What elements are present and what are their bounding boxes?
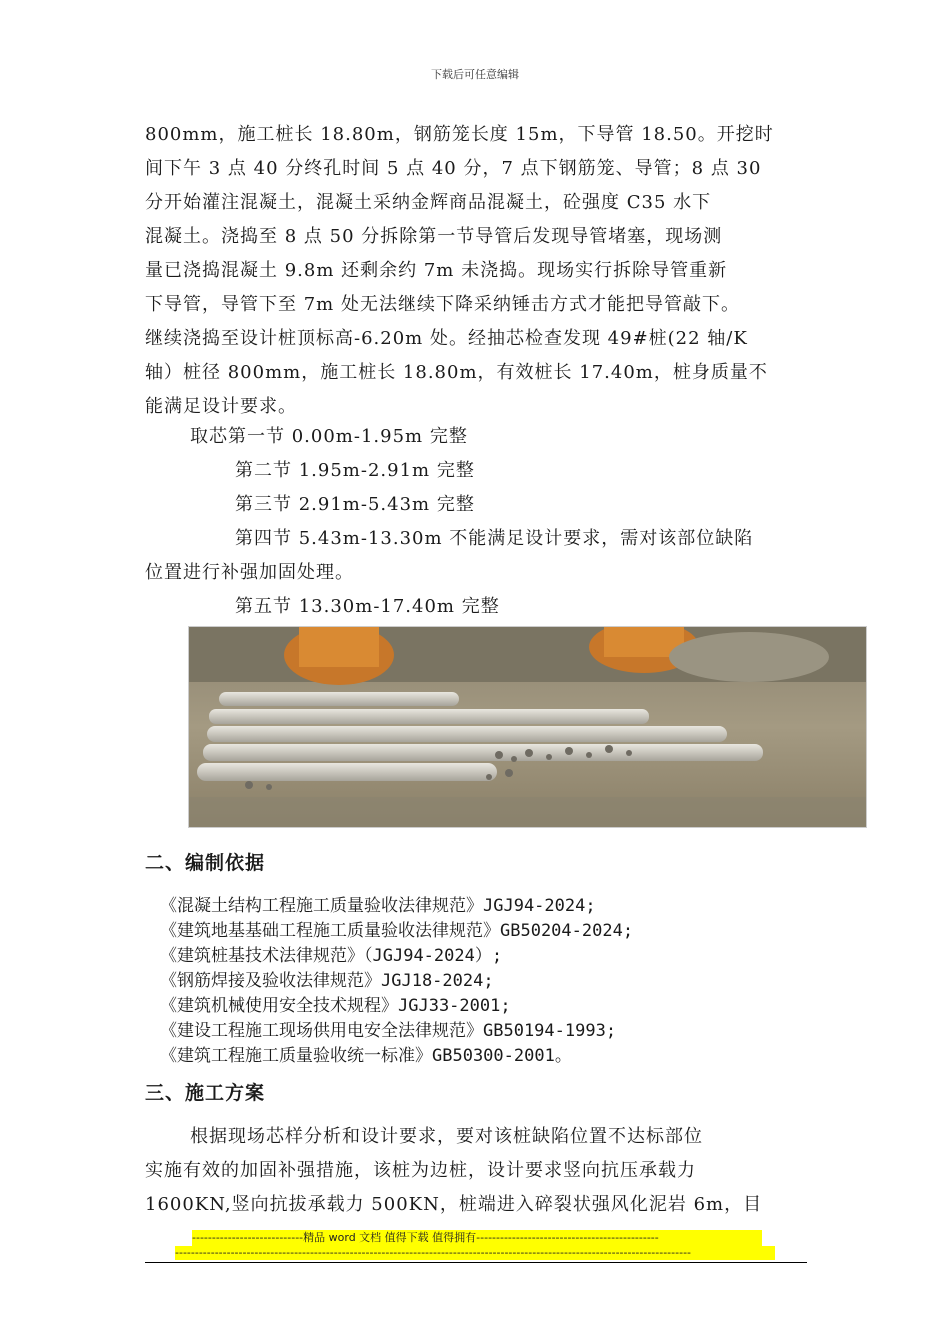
text-line: 800mm，施工桩长 18.80m，钢筋笼长度 15m，下导管 18.50。开挖时	[145, 124, 774, 145]
paragraph-plan	[145, 1120, 810, 1222]
reference-item: 《建设工程施工现场供用电安全法律规范》GB50194-1993;	[160, 1021, 617, 1041]
header-note: 下载后可任意编辑	[431, 68, 519, 81]
text-line: 根据现场芯样分析和设计要求，要对该桩缺陷位置不达标部位	[190, 1126, 703, 1147]
core-section-1: 取芯第一节 0.00m-1.95m 完整	[190, 426, 468, 447]
text-line: 混凝土。浇捣至 8 点 50 分拆除第一节导管后发现导管堵塞，现场测	[145, 226, 723, 247]
reference-item: 《建筑工程施工质量验收统一标准》GB50300-2001。	[160, 1046, 572, 1066]
core-section-list	[145, 420, 810, 624]
footer-dashes: ----------------------------------------------------------------------------------------------------------------------------------	[175, 1246, 775, 1260]
reference-item: 《建筑机械使用安全技术规程》JGJ33-2001;	[160, 996, 511, 1016]
text-line: 继续浇捣至设计桩顶标高-6.20m 处。经抽芯检查发现 49#桩(22 轴/K	[145, 328, 748, 349]
reference-item: 《钢筋焊接及验收法律规范》JGJ18-2024;	[160, 971, 494, 991]
reference-item: 《建筑桩基技术法律规范》（JGJ94-2024）;	[160, 946, 503, 966]
core-section-2: 第二节 1.95m-2.91m 完整	[235, 460, 475, 481]
paragraph-intro	[145, 118, 810, 424]
text-line: 轴）桩径 800mm，施工桩长 18.80m，有效桩长 17.40m，桩身质量不	[145, 362, 768, 383]
text-line: 量已浇捣混凝土 9.8m 还剩余约 7m 未浇捣。现场实行拆除导管重新	[145, 260, 728, 281]
core-section-5: 第五节 13.30m-17.40m 完整	[235, 596, 500, 617]
core-section-4-cont: 位置进行补强加固处理。	[145, 562, 354, 583]
section-2-heading: 二、编制依据	[145, 852, 266, 874]
text-line: 分开始灌注混凝土，混凝土采纳金辉商品混凝土，砼强度 C35 水下	[145, 192, 712, 213]
reference-item: 《混凝土结构工程施工质量验收法律规范》JGJ94-2024;	[160, 896, 596, 916]
text-line: 间下午 3 点 40 分终孔时间 5 点 40 分，7 点下钢筋笼、导管；8 点 30	[145, 158, 762, 179]
section-3-heading: 三、施工方案	[145, 1082, 266, 1104]
text-line: 下导管，导管下至 7m 处无法继续下降采纳锤击方式才能把导管敲下。	[145, 294, 740, 315]
footer-banner: ----------------------------精品 word 文档 值得下载 值得拥有----------------------------------------------	[192, 1230, 762, 1246]
core-sample-photo	[188, 626, 867, 828]
text-line: 实施有效的加固补强措施，该桩为边桩，设计要求竖向抗压承载力	[145, 1160, 696, 1181]
core-section-3: 第三节 2.91m-5.43m 完整	[235, 494, 475, 515]
text-line: 能满足设计要求。	[145, 396, 297, 417]
text-line: 1600KN,竖向抗拔承载力 500KN，桩端进入碎裂状强风化泥岩 6m，目	[145, 1194, 763, 1215]
core-section-4: 第四节 5.43m-13.30m 不能满足设计要求，需对该部位缺陷	[235, 528, 754, 549]
reference-list	[160, 894, 810, 1069]
footer-divider	[145, 1262, 807, 1263]
reference-item: 《建筑地基基础工程施工质量验收法律规范》GB50204-2024;	[160, 921, 634, 941]
